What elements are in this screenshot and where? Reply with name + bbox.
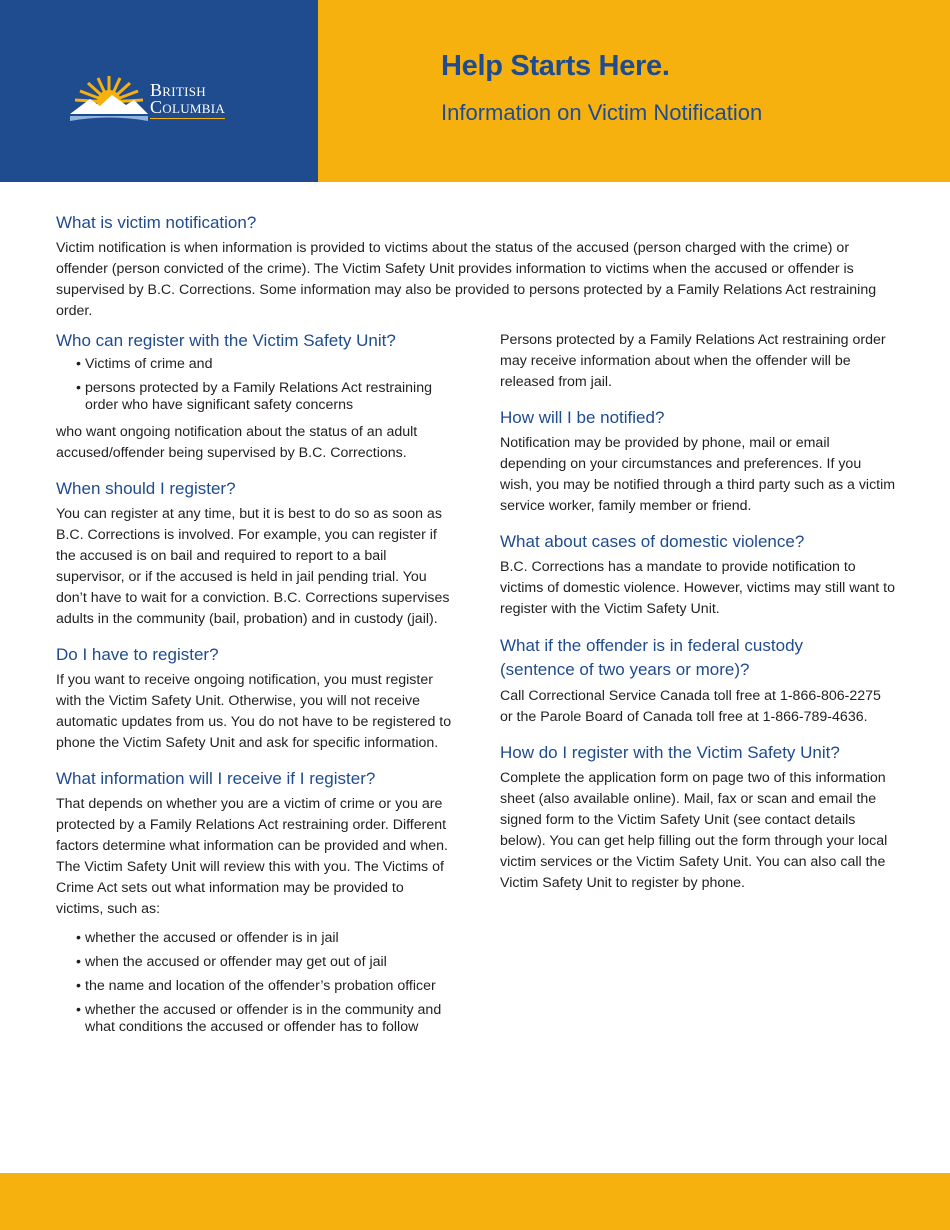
logo-line-2: Columbia: [150, 97, 226, 117]
federal-heading-line-2: (sentence of two years or more)?: [500, 660, 750, 679]
document-body: [56, 212, 896, 1035]
left-column: [56, 330, 452, 1050]
when-heading: When should I register?: [56, 479, 236, 498]
how-heading: How do I register with the Victim Safety Unit?: [500, 743, 840, 762]
bc-logo-wordmark: [150, 82, 225, 119]
intro-paragraph: Victim notification is when information is provided to victims about the status of the accused (person charged with the crime) or offender (person convicted of the crime). The Victim Safety Unit provides information to victims when the accused or offender is supervised by B.C. Corrections. Some information may also be provided to persons protected by a Family Relations Act restraining order.: [56, 240, 877, 319]
notified-heading: How will I be notified?: [500, 408, 665, 427]
domestic-heading: What about cases of domestic violence?: [500, 532, 805, 551]
list-item: • Victims of crime and: [76, 356, 452, 373]
info-paragraph: That depends on whether you are a victim of crime or you are protected by a Family Relations Act restraining order. Different factors determine what information can be provided and when. The Victim Safety Unit will review this with you. The Victims of Crime Act sets out what information may be provided to victims, such as:: [56, 796, 448, 917]
when-paragraph: You can register at any time, but it is best to do so as soon as B.C. Corrections is involved. For example, you can register if the accused is on bail and required to report to a bail supervisor, or if the accused is held in jail pending trial. You don’t have to wait for a conviction. B.C. Corrections supervises adults in the community (bail, probation) and in custody (jail).: [56, 506, 450, 627]
protected-section: [500, 330, 896, 393]
intro-heading: What is victim notification?: [56, 213, 257, 232]
list-item: • whether the accused or offender is in jail: [76, 930, 452, 947]
list-item: • whether the accused or offender is in the community and what conditions the accused or offender has to follow: [76, 1002, 452, 1036]
logo-line-1: British: [150, 80, 206, 100]
notified-paragraph: Notification may be provided by phone, mail or email depending on your circumstances and preferences. If you wish, you may be notified through a third party such as a victim service worker, family member or friend.: [500, 435, 896, 514]
notified-section: [500, 407, 896, 517]
how-section: [500, 742, 896, 894]
list-item: • the name and location of the offender’s probation officer: [76, 978, 452, 995]
federal-heading-line-1: What if the offender is in federal custody: [500, 636, 804, 655]
who-section: [56, 330, 452, 464]
when-section: [56, 478, 452, 630]
federal-heading: [500, 634, 896, 682]
domestic-paragraph: B.C. Corrections has a mandate to provide notification to victims of domestic violence. However, victims may still want to register with the Victim Safety Unit.: [500, 559, 895, 617]
have-heading: Do I have to register?: [56, 645, 219, 664]
have-paragraph: If you want to receive ongoing notification, you must register with the Victim Safety Unit. Otherwise, you will not receive automatic updates from us. You do not have to be registered to phone the Victim Safety Unit and ask for specific information.: [56, 672, 452, 751]
bc-sun-mountains-icon: [68, 72, 150, 122]
who-heading: Who can register with the Victim Safety Unit?: [56, 331, 396, 350]
header-gold-panel: [318, 0, 950, 182]
domestic-section: [500, 531, 896, 620]
page-title: Help Starts Here.: [441, 50, 670, 82]
federal-paragraph: Call Correctional Service Canada toll free at 1-866-806-2275 or the Parole Board of Canada toll free at 1-866-789-4636.: [500, 688, 881, 725]
info-heading: What information will I receive if I register?: [56, 769, 376, 788]
protected-paragraph: Persons protected by a Family Relations Act restraining order may receive information about when the offender will be released from jail.: [500, 332, 886, 390]
who-after-paragraph: who want ongoing notification about the status of an adult accused/offender being supervised by B.C. Corrections.: [56, 424, 418, 461]
list-item: • persons protected by a Family Relations Act restraining order who have significant safety concerns: [76, 380, 452, 414]
have-section: [56, 644, 452, 754]
how-paragraph: Complete the application form on page two of this information sheet (also available online). Mail, fax or scan and email the signed form to the Victim Safety Unit (see contact details below). You can get help filling out the form through your local victim services or the Victim Safety Unit. You can also call the Victim Safety Unit to register by phone.: [500, 770, 888, 891]
footer-gold-bar: [0, 1173, 950, 1230]
right-column: [500, 330, 896, 908]
who-list: [56, 356, 452, 414]
header-blue-panel: [0, 0, 318, 182]
info-section: [56, 768, 452, 1036]
list-item: • when the accused or offender may get out of jail: [76, 954, 452, 971]
intro-section: [56, 212, 896, 322]
info-list: [56, 930, 452, 1036]
page-subtitle: Information on Victim Notification: [441, 100, 763, 125]
federal-section: [500, 634, 896, 728]
